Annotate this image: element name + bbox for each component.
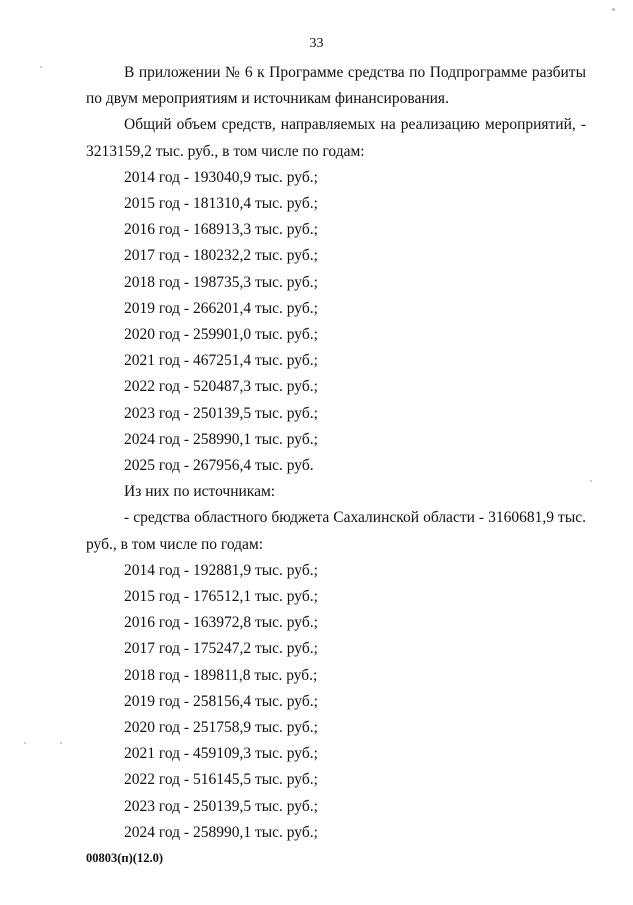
scan-speck [24, 742, 26, 744]
document-body [86, 60, 586, 846]
list-item: 2018 год - 189811,8 тыс. руб.; [124, 666, 318, 684]
list-item: 2014 год - 193040,9 тыс. руб.; [124, 168, 318, 186]
list-item: 2015 год - 181310,4 тыс. руб.; [124, 195, 318, 213]
list-item: 2024 год - 258990,1 тыс. руб.; [124, 823, 318, 841]
list-item: 2016 год - 168913,3 тыс. руб.; [124, 221, 318, 239]
list-item: 2025 год - 267956,4 тыс. руб. [124, 457, 314, 475]
list-item: 2019 год - 266201,4 тыс. руб.; [124, 299, 318, 317]
list-item: 2018 год - 198735,3 тыс. руб.; [124, 273, 318, 291]
list-item: 2016 год - 163972,8 тыс. руб.; [124, 614, 318, 632]
list-item: 2024 год - 258990,1 тыс. руб.; [124, 430, 318, 448]
list-item: 2022 год - 516145,5 тыс. руб.; [124, 771, 318, 789]
scan-speck [60, 742, 62, 744]
scan-speck [590, 480, 592, 482]
list-item: 2022 год - 520487,3 тыс. руб.; [124, 378, 318, 396]
page-number: 33 [309, 36, 324, 51]
regional-budget-paragraph: - средства областного бюджета Сахалинской области - 3160681,9 тыс. руб., в том числе по годам: [86, 509, 586, 553]
list-item: 2019 год - 258156,4 тыс. руб.; [124, 692, 318, 710]
regional-by-year-list [86, 558, 586, 846]
footer-document-code: 00803(п)(12.0) [86, 851, 163, 865]
scan-speck [612, 8, 615, 11]
scan-speck [40, 66, 42, 68]
list-item: 2017 год - 175247,2 тыс. руб.; [124, 640, 318, 658]
total-by-year-list [86, 165, 586, 479]
list-item: 2023 год - 250139,5 тыс. руб.; [124, 404, 318, 422]
list-item: 2021 год - 467251,4 тыс. руб.; [124, 352, 318, 370]
list-item: 2014 год - 192881,9 тыс. руб.; [124, 561, 318, 579]
list-item: 2015 год - 176512,1 тыс. руб.; [124, 588, 318, 606]
sources-heading: Из них по источникам: [124, 483, 276, 501]
list-item: 2021 год - 459109,3 тыс. руб.; [124, 745, 318, 763]
list-item: 2023 год - 250139,5 тыс. руб.; [124, 797, 318, 815]
list-item: 2020 год - 251758,9 тыс. руб.; [124, 719, 318, 737]
total-funding-paragraph: Общий объем средств, направляемых на реализацию мероприятий, - 3213159,2 тыс. руб., в том числе по годам: [86, 116, 586, 160]
list-item: 2017 год - 180232,2 тыс. руб.; [124, 247, 318, 265]
intro-paragraph: В приложении № 6 к Программе средства по Подпрограмме разбиты по двум мероприятиям и источникам финансирования. [86, 64, 586, 108]
list-item: 2020 год - 259901,0 тыс. руб.; [124, 326, 318, 344]
